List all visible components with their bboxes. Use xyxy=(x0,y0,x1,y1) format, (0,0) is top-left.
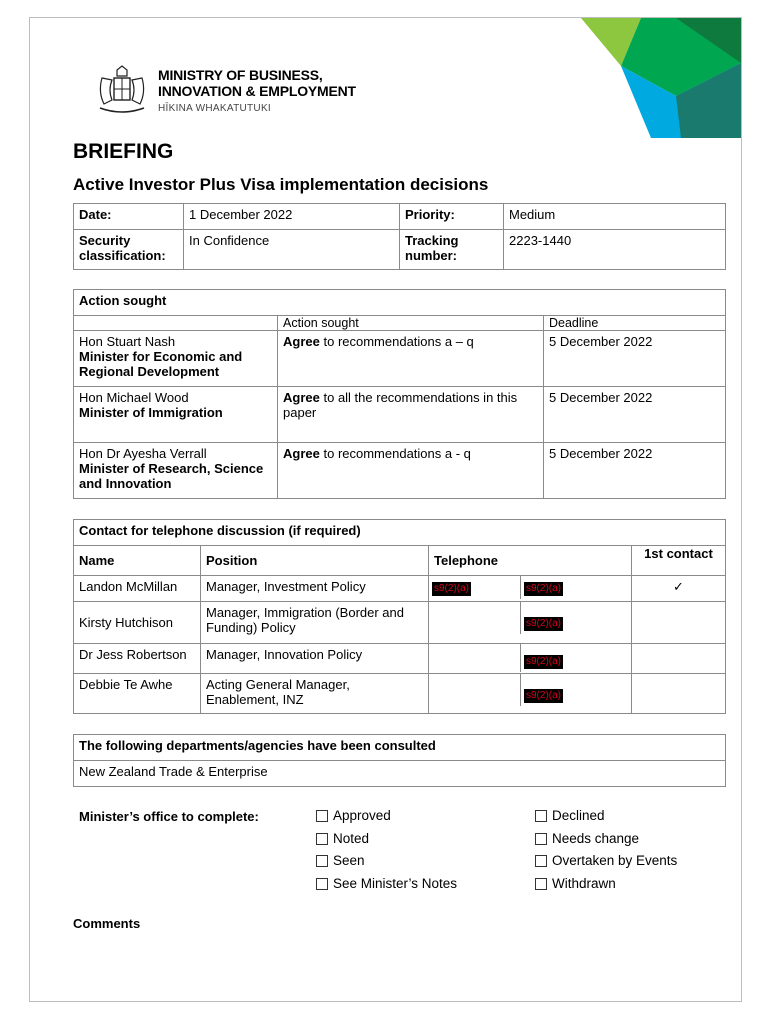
briefing-page xyxy=(29,17,742,1002)
tracking-label: Tracking number: xyxy=(400,230,504,270)
name-col-header: Name xyxy=(74,546,201,576)
priority-label: Priority: xyxy=(400,204,504,230)
contacts-table xyxy=(73,519,726,714)
contact-name: Dr Jess Robertson xyxy=(74,644,201,674)
meta-table xyxy=(73,203,726,270)
action-text: to recommendations a – q xyxy=(323,334,474,349)
contact-position: Acting General Manager, Enablement, INZ xyxy=(201,674,429,714)
overtaken-checkbox[interactable]: Overtaken by Events xyxy=(535,853,677,868)
tracking-value: 2223-1440 xyxy=(504,230,726,270)
table-row xyxy=(74,602,726,644)
checkbox-icon xyxy=(535,855,547,867)
contact-position: Manager, Investment Policy xyxy=(201,576,429,602)
withdrawn-checkbox[interactable]: Withdrawn xyxy=(535,876,616,891)
consulted-table xyxy=(73,734,726,787)
telephone-col-header: Telephone xyxy=(429,546,632,576)
org-name-line2: INNOVATION & EMPLOYMENT xyxy=(158,83,356,99)
redaction-badge: s9(2)(a) xyxy=(526,618,562,629)
document-type: BRIEFING xyxy=(73,140,174,163)
checkbox-icon xyxy=(535,810,547,822)
approved-checkbox[interactable]: Approved xyxy=(316,808,391,823)
table-row xyxy=(74,576,726,602)
see-notes-checkbox[interactable]: See Minister’s Notes xyxy=(316,876,457,891)
security-label: Security classification: xyxy=(74,230,184,270)
date-value: 1 December 2022 xyxy=(184,204,400,230)
table-row xyxy=(74,387,726,443)
minister-name: Hon Michael Wood xyxy=(79,390,189,405)
redaction-badge: s9(2)(a) xyxy=(526,656,562,667)
declined-checkbox[interactable]: Declined xyxy=(535,808,605,823)
action-col-header: Action sought xyxy=(278,316,544,331)
comments-label: Comments xyxy=(73,916,141,931)
minister-name: Hon Stuart Nash xyxy=(79,334,176,349)
action-text: to recommendations a - q xyxy=(323,446,471,461)
contacts-heading: Contact for telephone discussion (if required) xyxy=(74,520,726,546)
deadline-value: 5 December 2022 xyxy=(544,387,726,443)
table-row xyxy=(74,644,726,674)
table-row xyxy=(74,674,726,714)
date-label: Date: xyxy=(74,204,184,230)
redaction-badge: s9(2)(a) xyxy=(434,583,470,594)
priority-value: Medium xyxy=(504,204,726,230)
action-verb: Agree xyxy=(283,390,320,405)
redaction-badge: s9(2)(a) xyxy=(526,583,562,594)
minister-role: Minister of Immigration xyxy=(79,405,223,420)
brand-corner-graphic xyxy=(581,18,741,158)
minister-role: Minister of Research, Science and Innovation xyxy=(79,461,264,491)
checkbox-icon xyxy=(316,833,328,845)
first-contact-col-header: 1st contact xyxy=(632,546,726,576)
checkbox-icon xyxy=(316,878,328,890)
action-table xyxy=(73,289,726,499)
needs-change-checkbox[interactable]: Needs change xyxy=(535,831,639,846)
deadline-value: 5 December 2022 xyxy=(544,443,726,499)
seen-checkbox[interactable]: Seen xyxy=(316,853,365,868)
action-text: to all the recommendations in this paper xyxy=(283,390,518,420)
table-row xyxy=(74,443,726,499)
checkbox-icon xyxy=(316,855,328,867)
action-heading: Action sought xyxy=(74,290,726,316)
contact-name: Landon McMillan xyxy=(74,576,201,602)
noted-checkbox[interactable]: Noted xyxy=(316,831,369,846)
security-value: In Confidence xyxy=(184,230,400,270)
contact-name: Debbie Te Awhe xyxy=(74,674,201,714)
action-verb: Agree xyxy=(283,446,320,461)
redaction-badge: s9(2)(a) xyxy=(526,690,562,701)
contact-name: Kirsty Hutchison xyxy=(74,602,201,644)
table-row xyxy=(74,331,726,387)
consulted-heading: The following departments/agencies have been consulted xyxy=(74,735,726,761)
checkbox-icon xyxy=(535,833,547,845)
checkbox-icon xyxy=(535,878,547,890)
contact-position: Manager, Immigration (Border and Funding) Policy xyxy=(201,602,429,644)
action-verb: Agree xyxy=(283,334,320,349)
org-name-line1: MINISTRY OF BUSINESS, xyxy=(158,67,323,83)
document-title: Active Investor Plus Visa implementation decisions xyxy=(73,175,489,194)
nz-coat-of-arms-icon xyxy=(94,64,150,120)
contact-position: Manager, Innovation Policy xyxy=(201,644,429,674)
ministry-logo xyxy=(94,64,394,124)
checkbox-icon xyxy=(316,810,328,822)
position-col-header: Position xyxy=(201,546,429,576)
consulted-value: New Zealand Trade & Enterprise xyxy=(74,761,726,787)
minister-name: Hon Dr Ayesha Verrall xyxy=(79,446,207,461)
minister-role: Minister for Economic and Regional Development xyxy=(79,349,243,379)
minister-office-label: Minister’s office to complete: xyxy=(79,809,259,824)
deadline-value: 5 December 2022 xyxy=(544,331,726,387)
org-maori-name: HĪKINA WHAKATUTUKI xyxy=(158,103,272,114)
deadline-col-header: Deadline xyxy=(544,316,726,331)
check-mark-icon: ✓ xyxy=(632,576,726,602)
